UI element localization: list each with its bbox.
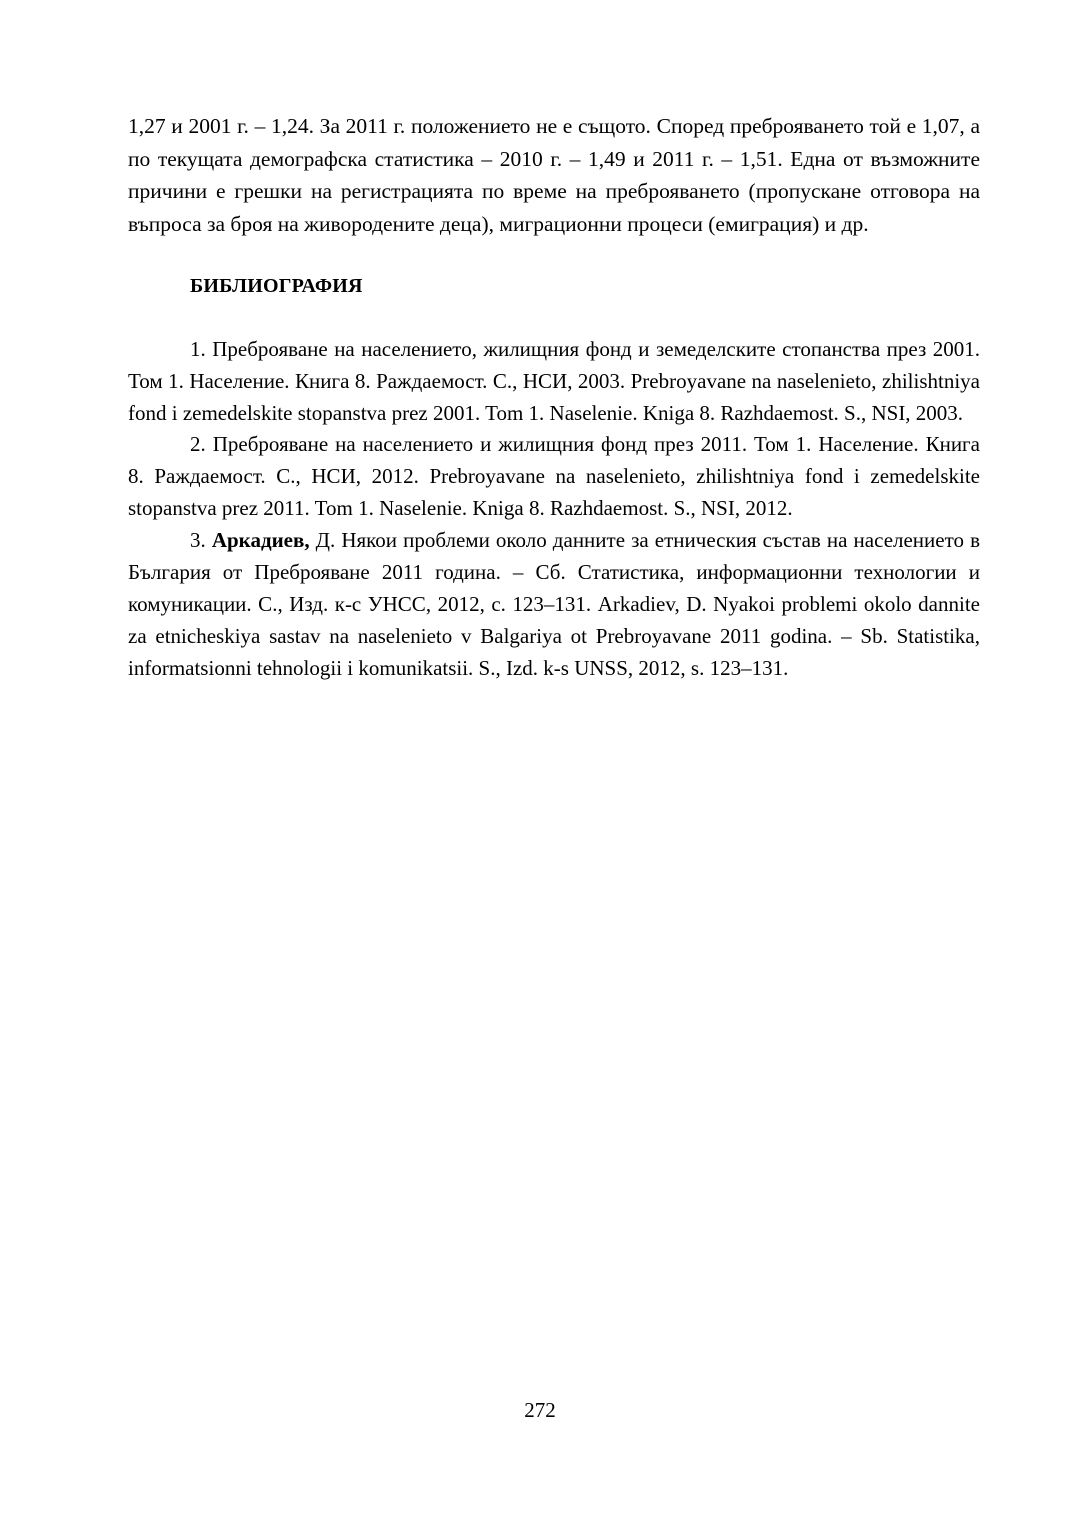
page-number: 272 (524, 1398, 556, 1422)
reference-item-2: 2. Преброяване на населението и жилищния фонд през 2011. Том 1. Население. Книга 8. Раждаемост. С., НСИ, 2012. Prebroyavane na naselenieto, zhilishtniya fond i zemedelskite stopanstva prez 2011. Tom 1. Naselenie. Kniga 8. Razhdaemost. S., NSI, 2012. (128, 432, 980, 521)
bibliography-heading: БИБЛИОГРАФИЯ (190, 274, 363, 297)
reference-item-3 (128, 525, 980, 685)
reference-text: Д. Някои проблеми около данните за етническия състав на населението в България от Преброяване 2011 година. – Сб. Статистика, информационни технологии и комуникации. С., Изд. к-с УНСС, 2012, с. 123–131. Arkadiev, D. Nyakoi problemi okolo dannite za etnicheskiya sastav na naselenieto v Balgariya ot Prebroyavane 2011 godina. – Sb. Statistika, informatsionni tehnologii i komunikatsii. S., Izd. k-s UNSS, 2012, s. 123–131. (128, 528, 981, 680)
intro-paragraph: 1,27 и 2001 г. – 1,24. За 2011 г. положението не е същото. Според преброяването той е 1,07, а по текущата демографска статистика – 2010 г. – 1,49 и 2011 г. – 1,51. Една от възможните причини е грешки на регистрацията по време на преброяването (пропускане отговора на въпроса за броя на живородените деца), миграционни процеси (емиграция) и др. (128, 114, 980, 237)
reference-list (128, 334, 980, 685)
reference-item-1: 1. Преброяване на населението, жилищния фонд и земеделските стопанства през 2001. Том 1. Население. Книга 8. Раждаемост. С., НСИ, 2003. Prebroyavane na naselenieto, zhilishtniya fond i zemedelskite stopanstva prez 2001. Tom 1. Naselenie. Kniga 8. Razhdaemost. S., NSI, 2003. (128, 336, 980, 425)
reference-number: 3. (190, 528, 212, 553)
reference-author: Аркадиев, (211, 528, 310, 553)
